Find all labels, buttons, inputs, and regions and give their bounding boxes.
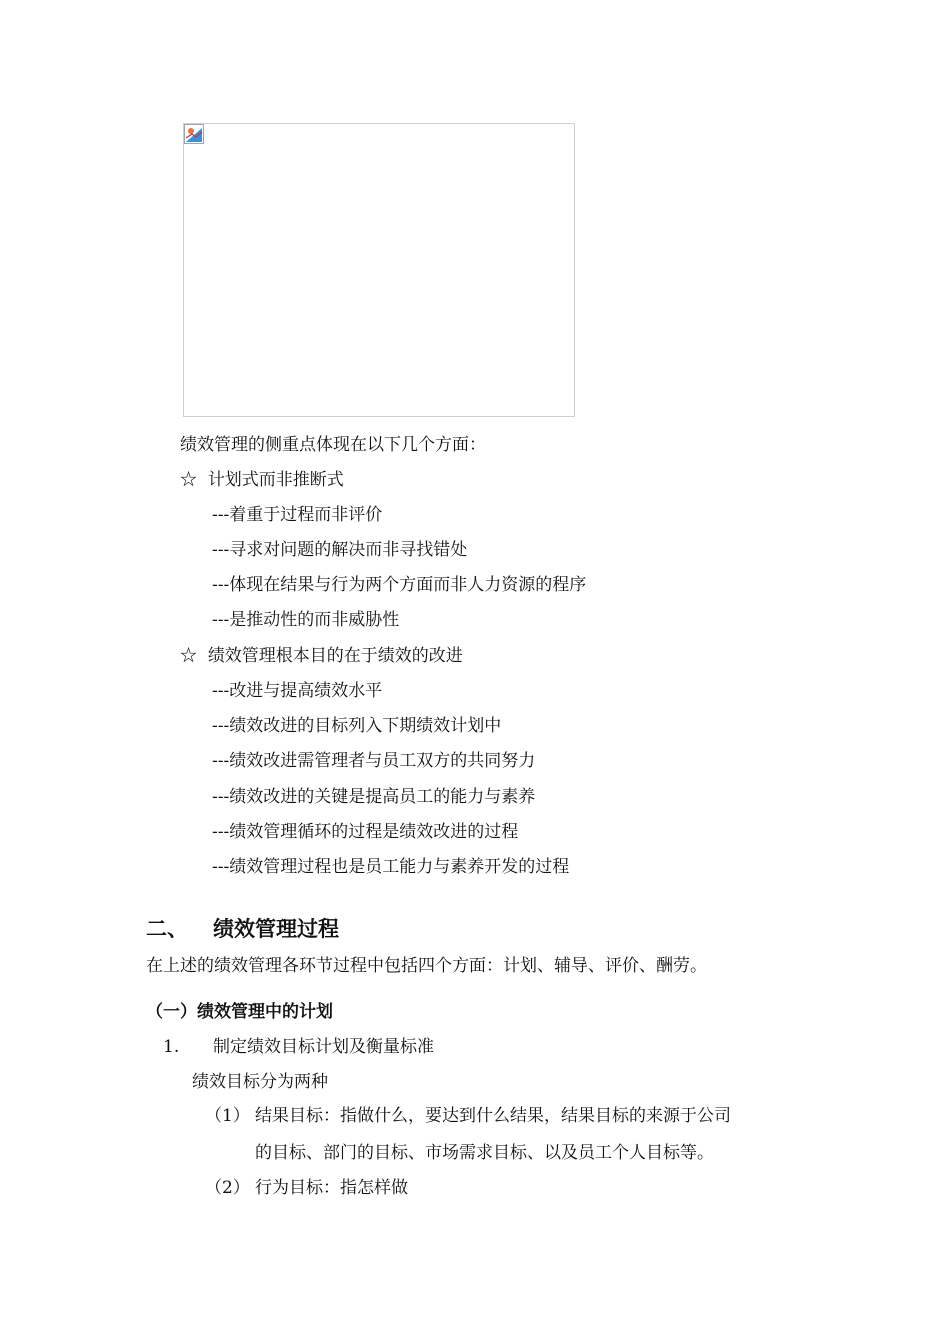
target-text: 行为目标：指怎样做 [255, 1178, 408, 1198]
section-number: 二、 [146, 917, 188, 941]
target-number: （1） [205, 1106, 250, 1126]
list-item: ---绩效改进需管理者与员工双方的共同努力 [212, 751, 536, 771]
target-text: 结果目标：指做什么，要达到什么结果，结果目标的来源于公司 [255, 1106, 731, 1126]
list-item: ---改进与提高绩效水平 [212, 681, 383, 701]
target-text-continued: 的目标、部门的目标、市场需求目标、以及员工个人目标等。 [255, 1143, 714, 1163]
list-item: ---绩效改进的关键是提高员工的能力与素养 [212, 787, 536, 807]
intro-text: 绩效管理的侧重点体现在以下几个方面： [180, 435, 486, 455]
section-title: 绩效管理过程 [213, 917, 339, 941]
star-icon: ☆ [180, 470, 197, 490]
group-title: 绩效管理根本目的在于绩效的改进 [207, 646, 463, 666]
star-icon: ☆ [180, 646, 197, 666]
item-title: 制定绩效目标计划及衡量标准 [213, 1037, 434, 1057]
list-item: ---体现在结果与行为两个方面而非人力资源的程序 [212, 575, 587, 595]
list-item: ---着重于过程而非评价 [212, 505, 383, 525]
note-text: 绩效目标分为两种 [192, 1072, 328, 1092]
group-heading [180, 645, 463, 667]
group-title: 计划式而非推断式 [207, 470, 344, 490]
list-item: ---绩效管理循环的过程是绩效改进的过程 [212, 822, 519, 842]
group-heading [180, 469, 344, 491]
list-item: ---寻求对问题的解决而非寻找错处 [212, 540, 468, 560]
item-number: 1. [163, 1037, 180, 1057]
list-item: ---绩效改进的目标列入下期绩效计划中 [212, 716, 502, 736]
list-item: ---是推动性的而非威胁性 [212, 610, 400, 630]
target-number: （2） [205, 1178, 250, 1198]
broken-image-icon [184, 124, 204, 144]
section-paragraph: 在上述的绩效管理各环节过程中包括四个方面：计划、辅导、评价、酬劳。 [146, 956, 707, 976]
list-item: ---绩效管理过程也是员工能力与素养开发的过程 [212, 857, 570, 877]
image-placeholder [183, 123, 575, 417]
subsection-title: （一）绩效管理中的计划 [146, 1002, 333, 1022]
